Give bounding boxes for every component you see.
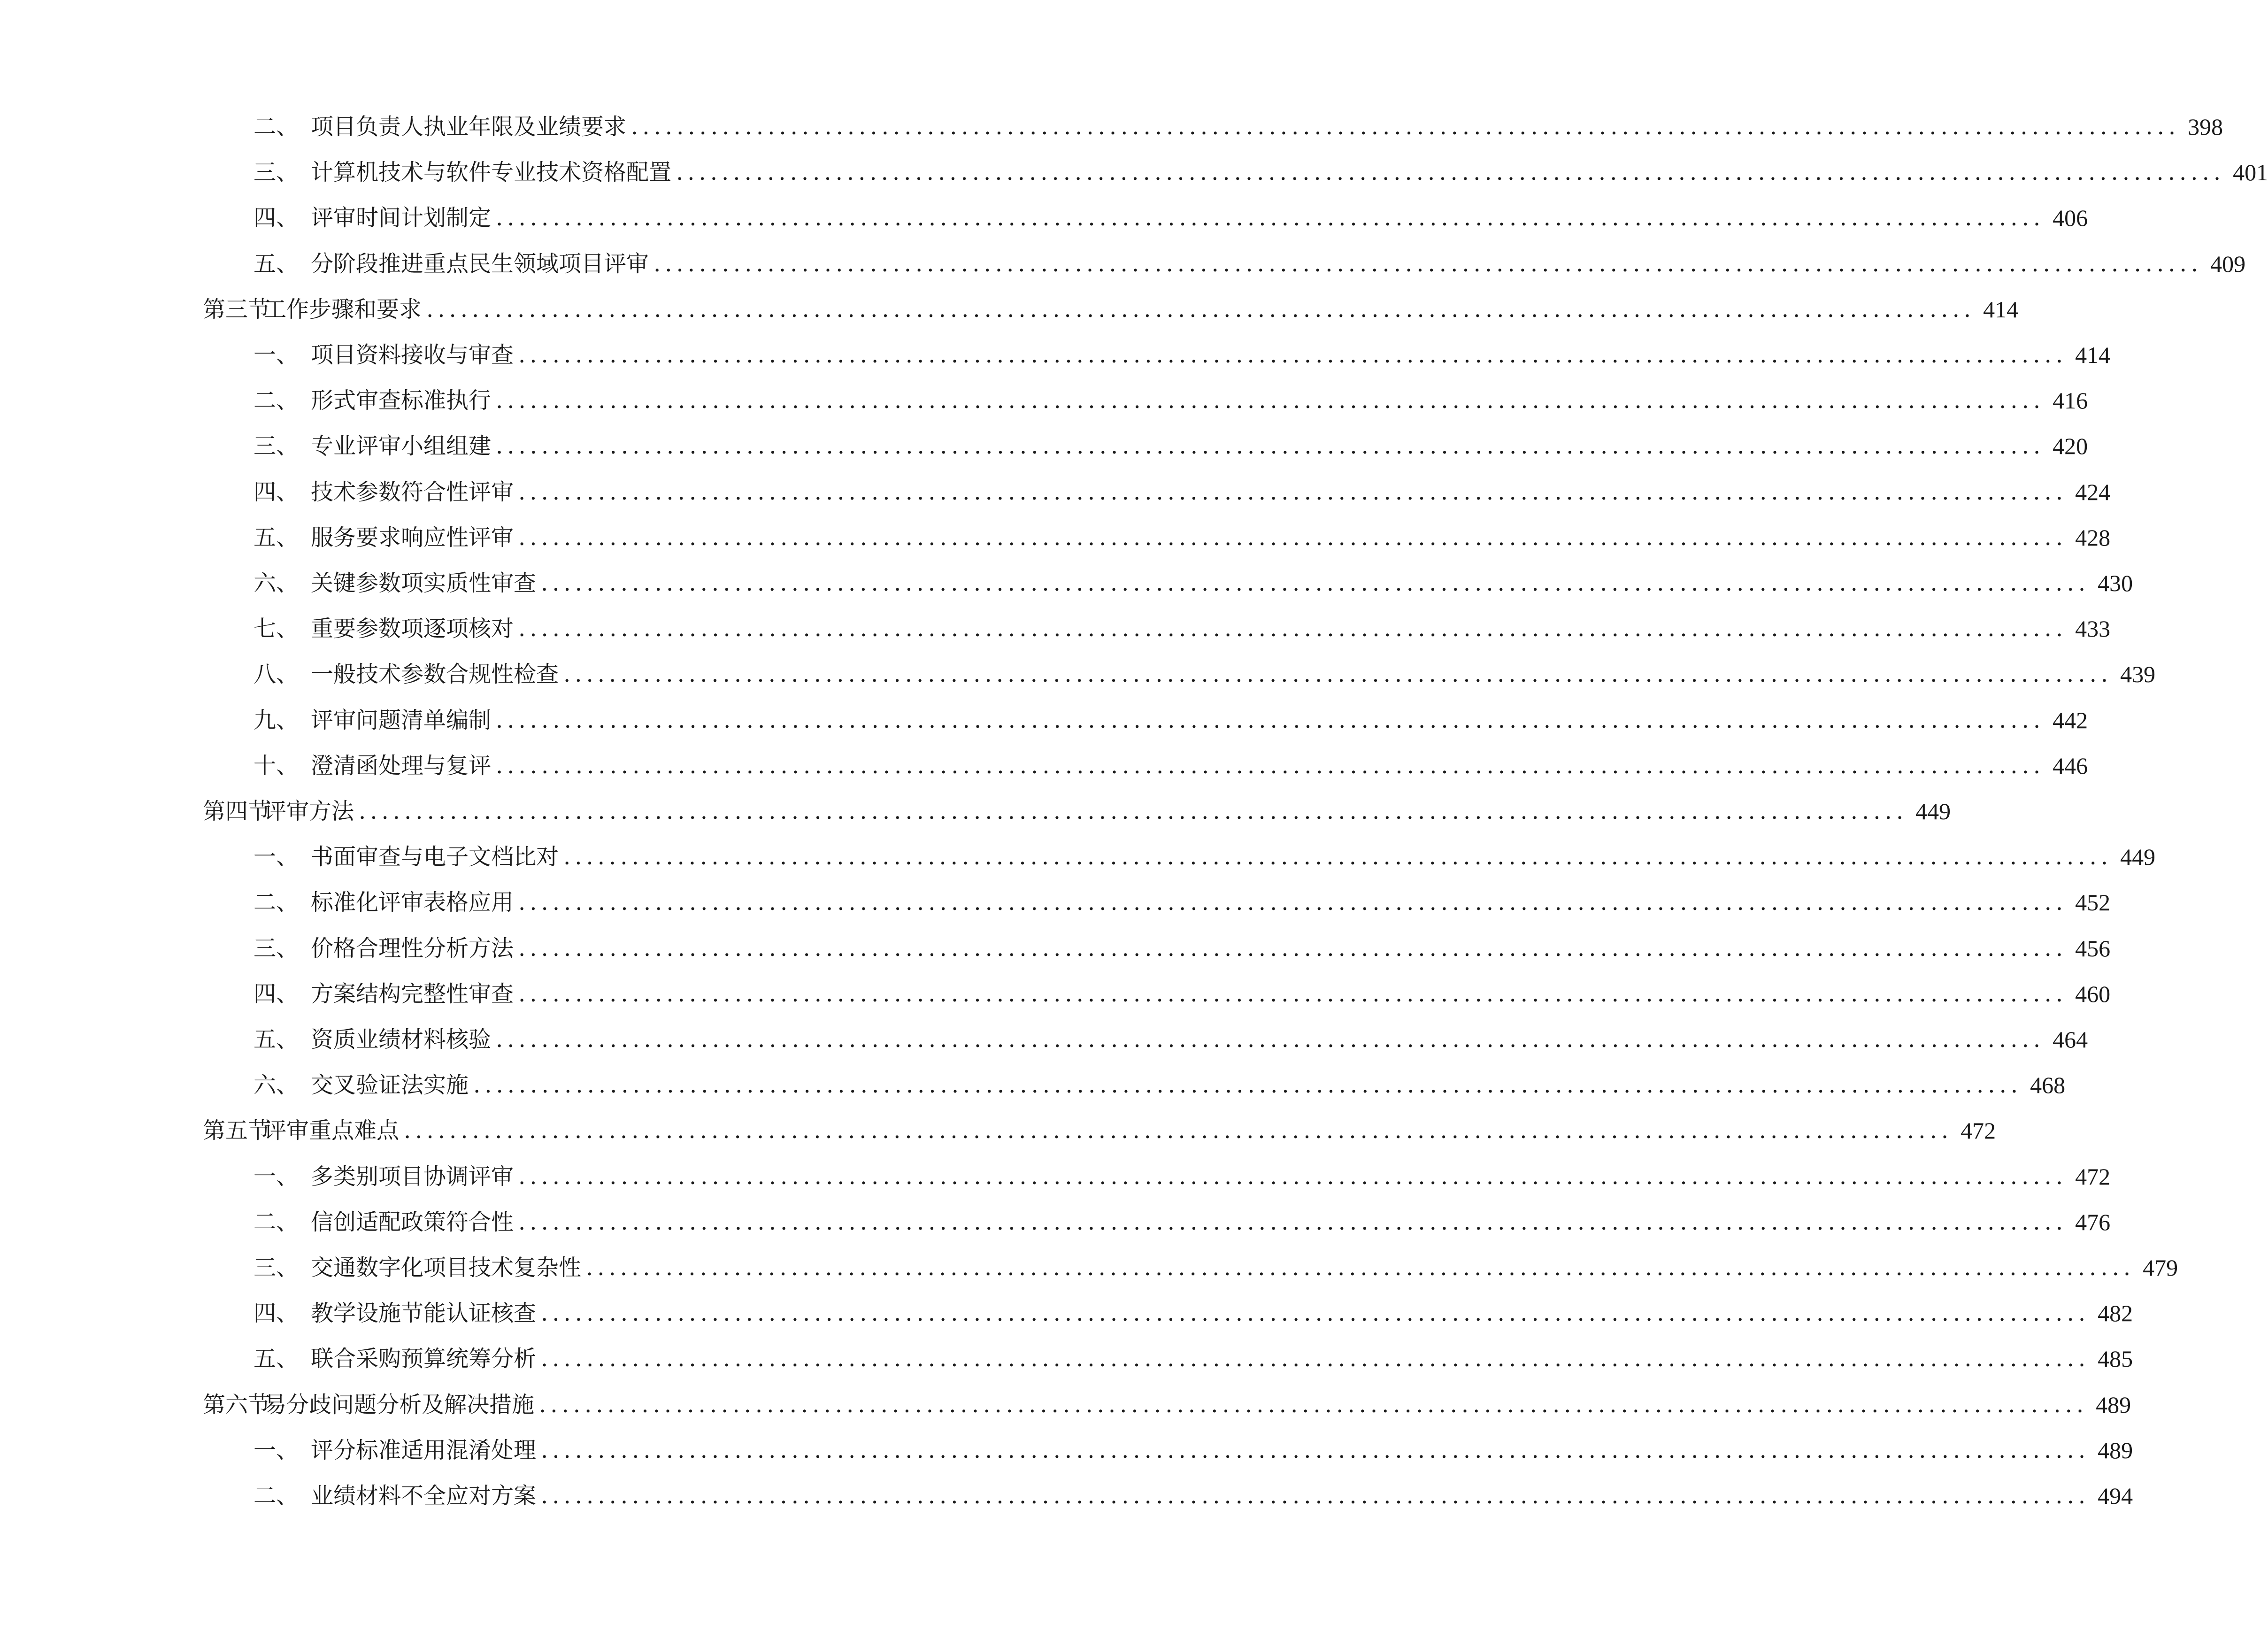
toc-dot-leader: ........................................................................................................................................ xyxy=(541,1483,2090,1509)
toc-page-number: 428 xyxy=(2075,524,2111,551)
toc-entry-title: 教学设施节能认证核查 xyxy=(311,1300,537,1326)
toc-entry-title: 书面审查与电子文档比对 xyxy=(311,844,559,870)
toc-entry-number: 四、 xyxy=(254,981,299,1007)
toc-page-number: 416 xyxy=(2053,387,2088,414)
toc-dot-leader: ........................................................................................................................................ xyxy=(539,1392,2088,1418)
toc-subsection-entry[interactable] xyxy=(254,1245,2178,1291)
toc-entry-title: 业绩材料不全应对方案 xyxy=(311,1483,537,1509)
toc-dot-leader: ........................................................................................................................................ xyxy=(631,114,2180,140)
toc-subsection-entry[interactable] xyxy=(254,104,2223,150)
toc-subsection-entry[interactable] xyxy=(254,332,2111,378)
toc-entry-title: 交通数字化项目技术复杂性 xyxy=(311,1254,582,1281)
toc-entry-title: 关键参数项实质性审查 xyxy=(311,570,537,596)
toc-section-entry[interactable] xyxy=(203,286,2019,332)
toc-entry-number: 五、 xyxy=(254,1346,299,1372)
toc-dot-leader: ........................................................................................................................................ xyxy=(518,935,2068,962)
toc-subsection-entry[interactable] xyxy=(254,606,2111,652)
toc-section-entry[interactable] xyxy=(203,1382,2131,1428)
toc-subsection-entry[interactable] xyxy=(254,515,2111,561)
toc-page-number: 479 xyxy=(2143,1254,2178,1281)
toc-entry-number: 第六节 xyxy=(203,1392,271,1418)
toc-entry-title: 联合采购预算统筹分析 xyxy=(311,1346,537,1372)
toc-entry-title: 信创适配政策符合性 xyxy=(311,1209,514,1235)
toc-page-number: 456 xyxy=(2075,935,2111,962)
toc-dot-leader: ........................................................................................................................................ xyxy=(541,1346,2090,1372)
toc-entry-title: 评分标准适用混淆处理 xyxy=(311,1437,537,1463)
toc-dot-leader: ........................................................................................................................................ xyxy=(496,1026,2045,1053)
toc-entry-number: 第三节 xyxy=(203,296,271,323)
toc-dot-leader: ........................................................................................................................................ xyxy=(563,844,2113,870)
toc-entry-number: 二、 xyxy=(254,889,299,916)
toc-entry-number: 八、 xyxy=(254,661,299,687)
toc-entry-title: 项目负责人执业年限及业绩要求 xyxy=(311,114,627,140)
toc-dot-leader: ........................................................................................................................................ xyxy=(496,753,2045,779)
toc-page-number: 414 xyxy=(1983,296,2019,323)
toc-entry-title: 评审方法 xyxy=(264,798,354,824)
toc-page-number: 420 xyxy=(2053,433,2088,459)
toc-page-number: 464 xyxy=(2053,1026,2088,1053)
toc-page-number: 485 xyxy=(2098,1346,2133,1372)
toc-section-entry[interactable] xyxy=(203,1108,1996,1154)
toc-subsection-entry[interactable] xyxy=(254,195,2088,241)
toc-subsection-entry[interactable] xyxy=(254,1473,2133,1519)
toc-page-number: 468 xyxy=(2030,1072,2066,1098)
toc-page-number: 406 xyxy=(2053,205,2088,231)
toc-entry-title: 工作步骤和要求 xyxy=(264,296,422,323)
toc-entry-number: 二、 xyxy=(254,387,299,414)
toc-subsection-entry[interactable] xyxy=(254,1290,2133,1336)
toc-page-number: 489 xyxy=(2096,1392,2131,1418)
toc-subsection-entry[interactable] xyxy=(254,697,2088,743)
toc-entry-title: 项目资料接收与审查 xyxy=(311,342,514,368)
toc-entry-number: 第五节 xyxy=(203,1117,271,1144)
toc-entry-title: 专业评审小组组建 xyxy=(311,433,492,459)
toc-subsection-entry[interactable] xyxy=(254,1062,2066,1108)
toc-entry-number: 一、 xyxy=(254,1163,299,1190)
toc-subsection-entry[interactable] xyxy=(254,241,2246,287)
toc-page-number: 446 xyxy=(2053,753,2088,779)
toc-page-number: 494 xyxy=(2098,1483,2133,1509)
toc-entry-number: 三、 xyxy=(254,1254,299,1281)
toc-entry-number: 四、 xyxy=(254,1300,299,1326)
toc-subsection-entry[interactable] xyxy=(254,423,2088,469)
toc-dot-leader: ........................................................................................................................................ xyxy=(541,1300,2090,1326)
toc-dot-leader: ........................................................................................................................................ xyxy=(426,296,1976,323)
toc-dot-leader: ........................................................................................................................................ xyxy=(653,251,2203,277)
toc-entry-number: 十、 xyxy=(254,753,299,779)
toc-page-number: 449 xyxy=(2120,844,2156,870)
toc-entry-title: 形式审查标准执行 xyxy=(311,387,492,414)
toc-dot-leader: ........................................................................................................................................ xyxy=(496,433,2045,459)
toc-dot-leader: ........................................................................................................................................ xyxy=(518,1209,2068,1235)
toc-entry-number: 二、 xyxy=(254,1483,299,1509)
toc-subsection-entry[interactable] xyxy=(254,925,2111,971)
toc-entry-title: 一般技术参数合规性检查 xyxy=(311,661,559,687)
toc-subsection-entry[interactable] xyxy=(254,469,2111,515)
toc-dot-leader: ........................................................................................................................................ xyxy=(541,570,2090,596)
toc-entry-number: 二、 xyxy=(254,1209,299,1235)
toc-subsection-entry[interactable] xyxy=(254,1199,2111,1245)
toc-entry-number: 一、 xyxy=(254,1437,299,1463)
toc-page-number: 442 xyxy=(2053,707,2088,733)
toc-entry-title: 技术参数符合性评审 xyxy=(311,479,514,505)
toc-dot-leader: ........................................................................................................................................ xyxy=(359,798,1908,824)
toc-entry-title: 重要参数项逐项核对 xyxy=(311,616,514,642)
toc-entry-title: 分阶段推进重点民生领域项目评审 xyxy=(311,251,649,277)
toc-subsection-entry[interactable] xyxy=(254,834,2156,880)
toc-entry-number: 五、 xyxy=(254,524,299,551)
toc-page-number: 414 xyxy=(2075,342,2111,368)
toc-page-number: 476 xyxy=(2075,1209,2111,1235)
toc-dot-leader: ........................................................................................................................................ xyxy=(473,1072,2022,1098)
toc-entry-number: 五、 xyxy=(254,1026,299,1053)
toc-dot-leader: ........................................................................................................................................ xyxy=(496,707,2045,733)
toc-dot-leader: ........................................................................................................................................ xyxy=(518,616,2068,642)
toc-entry-title: 评审重点难点 xyxy=(264,1117,400,1144)
toc-dot-leader: ........................................................................................................................................ xyxy=(518,342,2068,368)
toc-entry-title: 澄清函处理与复评 xyxy=(311,753,492,779)
toc-entry-number: 三、 xyxy=(254,433,299,459)
toc-dot-leader: ........................................................................................................................................ xyxy=(496,387,2045,414)
toc-subsection-entry[interactable] xyxy=(254,651,2156,697)
toc-subsection-entry[interactable] xyxy=(254,743,2088,789)
toc-page-number: 439 xyxy=(2120,661,2156,687)
toc-entry-number: 六、 xyxy=(254,1072,299,1098)
toc-page-number: 452 xyxy=(2075,889,2111,916)
toc-page-number: 482 xyxy=(2098,1300,2133,1326)
toc-entry-title: 方案结构完整性审查 xyxy=(311,981,514,1007)
toc-page-number: 430 xyxy=(2098,570,2133,596)
toc-entry-title: 多类别项目协调评审 xyxy=(311,1163,514,1190)
toc-entry-title: 资质业绩材料核验 xyxy=(311,1026,492,1053)
toc-page-number: 398 xyxy=(2188,114,2223,140)
toc-entry-title: 价格合理性分析方法 xyxy=(311,935,514,962)
toc-entry-number: 一、 xyxy=(254,844,299,870)
toc-entry-number: 一、 xyxy=(254,342,299,368)
toc-dot-leader: ........................................................................................................................................ xyxy=(518,889,2068,916)
toc-section-entry[interactable] xyxy=(203,788,1951,834)
toc-dot-leader: ........................................................................................................................................ xyxy=(518,479,2068,505)
toc-entry-number: 六、 xyxy=(254,570,299,596)
toc-entry-title: 标准化评审表格应用 xyxy=(311,889,514,916)
toc-entry-number: 七、 xyxy=(254,616,299,642)
toc-dot-leader: ........................................................................................................................................ xyxy=(518,1163,2068,1190)
toc-subsection-entry[interactable] xyxy=(254,1154,2111,1200)
toc-subsection-entry[interactable] xyxy=(254,377,2088,423)
toc-page-number: 472 xyxy=(2075,1163,2111,1190)
toc-entry-number: 五、 xyxy=(254,251,299,277)
toc-page-number: 401 xyxy=(2233,159,2268,185)
toc-page-number: 424 xyxy=(2075,479,2111,505)
toc-page-number: 449 xyxy=(1915,798,1951,824)
toc-entry-title: 易分歧问题分析及解决措施 xyxy=(264,1392,535,1418)
toc-page-number: 409 xyxy=(2210,251,2246,277)
toc-page-number: 460 xyxy=(2075,981,2111,1007)
toc-subsection-entry[interactable] xyxy=(254,1016,2088,1062)
toc-subsection-entry[interactable] xyxy=(254,1427,2133,1473)
toc-subsection-entry[interactable] xyxy=(254,1336,2133,1382)
toc-dot-leader: ........................................................................................................................................ xyxy=(518,981,2068,1007)
toc-page-number: 472 xyxy=(1960,1117,1996,1144)
toc-subsection-entry[interactable] xyxy=(254,149,2268,195)
toc-entry-number: 九、 xyxy=(254,707,299,733)
toc-page-number: 489 xyxy=(2098,1437,2133,1463)
toc-page-number: 433 xyxy=(2075,616,2111,642)
toc-dot-leader: ........................................................................................................................................ xyxy=(676,159,2225,185)
toc-dot-leader: ........................................................................................................................................ xyxy=(404,1117,1953,1144)
toc-dot-leader: ........................................................................................................................................ xyxy=(496,205,2045,231)
toc-entry-number: 三、 xyxy=(254,159,299,185)
toc-entry-title: 交叉验证法实施 xyxy=(311,1072,469,1098)
toc-subsection-entry[interactable] xyxy=(254,560,2133,606)
toc-dot-leader: ........................................................................................................................................ xyxy=(541,1437,2090,1463)
toc-subsection-entry[interactable] xyxy=(254,879,2111,925)
toc-entry-title: 计算机技术与软件专业技术资格配置 xyxy=(311,159,672,185)
toc-entry-title: 评审问题清单编制 xyxy=(311,707,492,733)
toc-entry-title: 服务要求响应性评审 xyxy=(311,524,514,551)
toc-entry-number: 四、 xyxy=(254,205,299,231)
toc-subsection-entry[interactable] xyxy=(254,971,2111,1017)
toc-dot-leader: ........................................................................................................................................ xyxy=(586,1254,2135,1281)
toc-entry-number: 第四节 xyxy=(203,798,271,824)
toc-entry-number: 二、 xyxy=(254,114,299,140)
toc-entry-title: 评审时间计划制定 xyxy=(311,205,492,231)
toc-entry-number: 三、 xyxy=(254,935,299,962)
toc-entry-number: 四、 xyxy=(254,479,299,505)
toc-dot-leader: ........................................................................................................................................ xyxy=(518,524,2068,551)
toc-dot-leader: ........................................................................................................................................ xyxy=(563,661,2113,687)
